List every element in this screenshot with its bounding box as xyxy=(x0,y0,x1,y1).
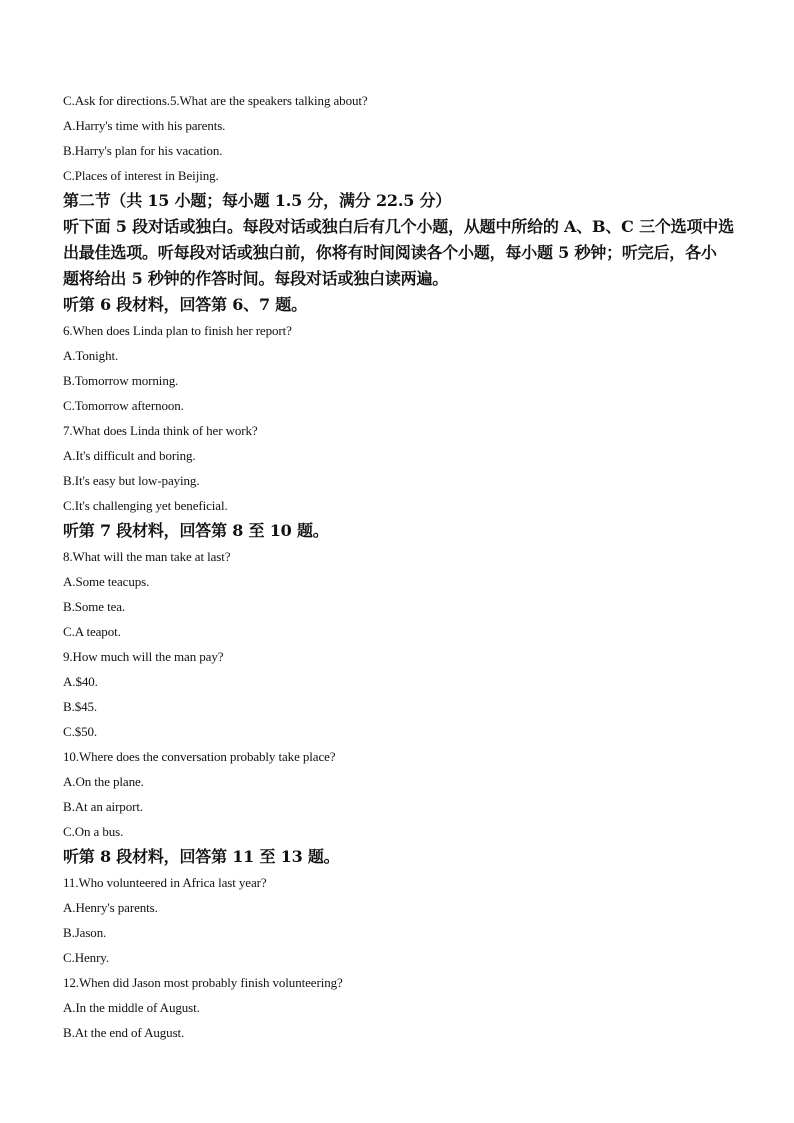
option-b-q8: B.Some tea. xyxy=(63,599,126,614)
document-page xyxy=(63,88,743,1045)
option-c-q9: C.$50. xyxy=(63,724,98,739)
question-8: 8.What will the man take at last? xyxy=(63,549,231,564)
material-6-heading: 听第 6 段材料，回答第 6、7 题。 xyxy=(63,295,307,314)
question-10: 10.Where does the conversation probably take place? xyxy=(63,749,336,764)
option-a-q10: A.On the plane. xyxy=(63,774,144,789)
section-instructions-line-2: 出最佳选项。听每段对话或独白前，你将有时间阅读各个小题，每小题 5 秒钟；听完后，各小 xyxy=(63,243,717,262)
option-b-q9: B.$45. xyxy=(63,699,98,714)
option-b-q5: B.Harry's plan for his vacation. xyxy=(63,143,223,158)
section-title: 第二节（共 15 小题；每小题 1.5 分，满分 22.5 分） xyxy=(63,191,452,210)
question-11: 11.Who volunteered in Africa last year? xyxy=(63,875,267,890)
option-a-q7: A.It's difficult and boring. xyxy=(63,448,196,463)
option-c-q11: C.Henry. xyxy=(63,950,110,965)
option-c-q5: C.Places of interest in Beijing. xyxy=(63,168,219,183)
option-a-q9: A.$40. xyxy=(63,674,98,689)
option-a-q5: A.Harry's time with his parents. xyxy=(63,118,226,133)
option-b-q6: B.Tomorrow morning. xyxy=(63,373,179,388)
question-6: 6.When does Linda plan to finish her report? xyxy=(63,323,292,338)
option-a-q8: A.Some teacups. xyxy=(63,574,150,589)
option-c-q4: C.Ask for directions.5.What are the speakers talking about? xyxy=(63,93,368,108)
question-9: 9.How much will the man pay? xyxy=(63,649,224,664)
option-a-q11: A.Henry's parents. xyxy=(63,900,158,915)
option-b-q11: B.Jason. xyxy=(63,925,107,940)
option-c-q7: C.It's challenging yet beneficial. xyxy=(63,498,228,513)
material-7-heading: 听第 7 段材料，回答第 8 至 10 题。 xyxy=(63,521,329,540)
option-b-q12: B.At the end of August. xyxy=(63,1025,185,1040)
option-a-q12: A.In the middle of August. xyxy=(63,1000,200,1015)
option-b-q10: B.At an airport. xyxy=(63,799,143,814)
question-12: 12.When did Jason most probably finish volunteering? xyxy=(63,975,343,990)
section-instructions-line-3: 题将给出 5 秒钟的作答时间。每段对话或独白读两遍。 xyxy=(63,269,449,288)
option-a-q6: A.Tonight. xyxy=(63,348,119,363)
material-8-heading: 听第 8 段材料，回答第 11 至 13 题。 xyxy=(63,847,340,866)
option-c-q10: C.On a bus. xyxy=(63,824,124,839)
option-c-q8: C.A teapot. xyxy=(63,624,121,639)
question-7: 7.What does Linda think of her work? xyxy=(63,423,258,438)
section-instructions-line-1: 听下面 5 段对话或独白。每段对话或独白后有几个小题，从题中所给的 A、B、C 三个选项中选 xyxy=(63,217,734,236)
option-c-q6: C.Tomorrow afternoon. xyxy=(63,398,184,413)
option-b-q7: B.It's easy but low-paying. xyxy=(63,473,200,488)
